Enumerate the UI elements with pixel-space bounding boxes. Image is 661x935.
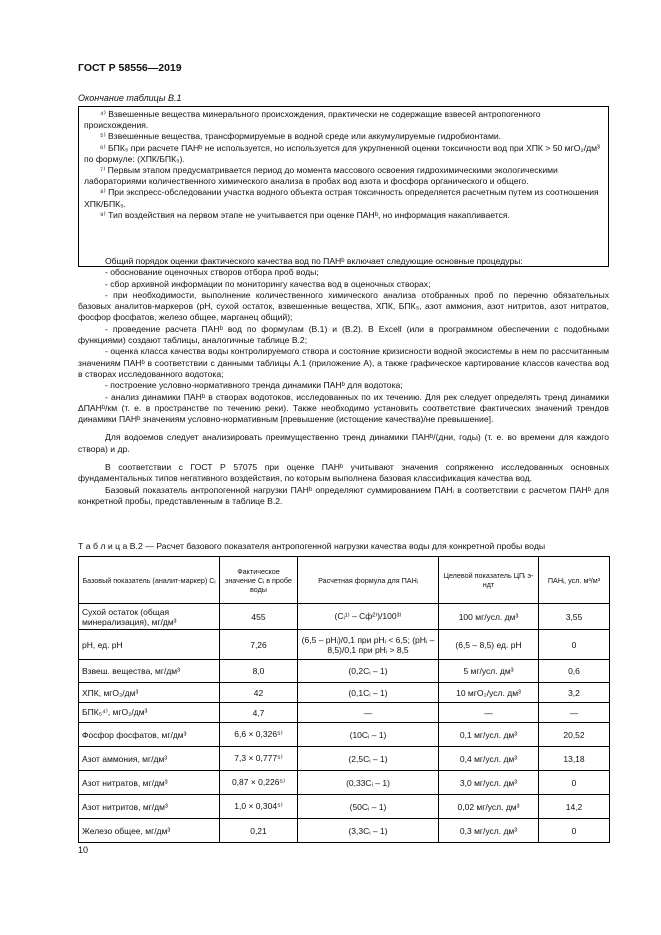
footnote-7: ⁷⁾ Первым этапом предусматривается период до момента массового освоения гидрохимическими экологическими лабораториями количественного химического анализа в пробах вод азота и фосфора органического и общего. bbox=[84, 165, 558, 187]
list-item: - оценка класса качества воды контролируемого створа и состояние кризисности водной экосистемы в нем по рассчитанным значениям ПАНᵇ в соответствии с данными таблицы А.1 (приложение А), а также графическое картирование классов качества вод в створах исследованного водотока; bbox=[78, 346, 609, 379]
cell-value: 42 bbox=[220, 683, 298, 703]
cell-value: 0,21 bbox=[220, 819, 298, 843]
header-target: Целевой показатель ЦПᵢ э-ндт bbox=[439, 557, 539, 604]
cell-formula: (Cᵢ¹⁾ – Cф²⁾)/100³⁾ bbox=[298, 604, 439, 630]
header-indicator: Базовый показатель (аналит-маркер) Cᵢ bbox=[79, 557, 220, 604]
table-row bbox=[79, 723, 610, 747]
header-formula: Расчетная формула для ПАНᵢ bbox=[298, 557, 439, 604]
table-caption: Т а б л и ц а В.2 — Расчет базового показателя антропогенной нагрузки качества воды для конкретной пробы воды bbox=[78, 541, 546, 551]
cell-indicator: Азот нитратов, мг/дм³ bbox=[79, 771, 220, 795]
cell-pan: 0 bbox=[539, 630, 610, 660]
footnote-4: ⁴⁾ Взвешенные вещества минерального происхождения, практически не содержащие взвесей антропогенного происхождения. bbox=[84, 109, 541, 131]
cell-indicator: Фосфор фосфатов, мг/дм³ bbox=[79, 723, 220, 747]
cell-value: 4,7 bbox=[220, 703, 298, 723]
cell-formula: — bbox=[298, 703, 439, 723]
cell-pan: 14,2 bbox=[539, 795, 610, 819]
list-item: - анализ динамики ПАНᵇ в створах водотоков, исследованных по их течению. Для рек следует определять тренд динамики ΔПАНᵇ/км (т. е. в пространстве по течению реки). Также необходимо установить соответствие фактических значений трендов динамики ПАНᵇ значениям условно-нормативным [превышение (истощение качества)/не превышение]. bbox=[78, 391, 609, 425]
cell-target: — bbox=[439, 703, 539, 723]
cell-target: 3,0 мг/усл. дм³ bbox=[439, 771, 539, 795]
header-actual-value: Фактическое значение Cᵢ в пробе воды bbox=[220, 557, 298, 604]
cell-indicator: Азот нитритов, мг/дм³ bbox=[79, 795, 220, 819]
cell-pan: 0,6 bbox=[539, 660, 610, 683]
footnote-5: ⁵⁾ Взвешенные вещества, трансформируемые в водной среде или аккумулируемые гидробионтами. bbox=[100, 131, 502, 142]
calculation-table bbox=[78, 556, 610, 843]
footnote-8: ⁸⁾ При экспресс-обследовании участка водного объекта острая токсичность определяется расчетным путем из соотношения ХПК/БПК₅. bbox=[84, 187, 599, 209]
paragraph: Общий порядок оценки фактического качества вод по ПАНᵇ включает следующие основные процедуры: bbox=[105, 256, 523, 266]
cell-pan: 0 bbox=[539, 771, 610, 795]
table-continuation-label: Окончание таблицы В.1 bbox=[78, 93, 182, 103]
table-row bbox=[79, 630, 610, 660]
cell-pan: 3,55 bbox=[539, 604, 610, 630]
cell-formula: (6,5 – рНᵢ)/0,1 при рНᵢ < 6,5; (рНᵢ – 8,5)/0,1 при рНᵢ > 8,5 bbox=[298, 630, 439, 660]
cell-formula: (50Cᵢ – 1) bbox=[298, 795, 439, 819]
cell-formula: (10Cᵢ – 1) bbox=[298, 723, 439, 747]
cell-indicator: Железо общее, мг/дм³ bbox=[79, 819, 220, 843]
table-row bbox=[79, 660, 610, 683]
table-row bbox=[79, 703, 610, 723]
cell-indicator: БПК₅⁴⁾, мгО₂/дм³ bbox=[79, 703, 220, 723]
cell-value: 7,26 bbox=[220, 630, 298, 660]
footnotes-box bbox=[78, 106, 609, 267]
cell-value: 1,0 × 0,304⁵⁾ bbox=[220, 795, 298, 819]
paragraph: Базовый показатель антропогенной нагрузки ПАНᵇ определяют суммированием ПАНᵢ в соответствии с расчетом ПАНᵇ для конкретной пробы, представленным в таблице В.2. bbox=[78, 484, 609, 506]
cell-pan: — bbox=[539, 703, 610, 723]
cell-formula: (0,33Cᵢ – 1) bbox=[298, 771, 439, 795]
cell-formula: (3,3Cᵢ – 1) bbox=[298, 819, 439, 843]
cell-target: 5 мг/усл. дм³ bbox=[439, 660, 539, 683]
cell-pan: 0 bbox=[539, 819, 610, 843]
cell-target: 100 мг/усл. дм³ bbox=[439, 604, 539, 630]
cell-indicator: ХПК, мгО₂/дм³ bbox=[79, 683, 220, 703]
header-pan: ПАНᵢ, усл. м³/м³ bbox=[539, 557, 610, 604]
table-header-row bbox=[79, 557, 610, 604]
footnote-9: ⁹⁾ Тип воздействия на первом этапе не учитывается при оценке ПАНᵇ, но информация накапливается. bbox=[100, 209, 510, 220]
cell-indicator: Азот аммония, мг/дм³ bbox=[79, 747, 220, 771]
page-number: 10 bbox=[78, 845, 89, 855]
table-row bbox=[79, 771, 610, 795]
list-item: - при необходимости, выполнение количественного химического анализа отобранных проб по перечню обязательных базовых аналитов-маркеров (рН, сухой остаток, взвешенные вещества, ХПК, БПК₅, азот аммония, азот нитритов, азот нитратов, фосфор фосфатов, железо общее, марганец общий); bbox=[78, 289, 609, 323]
table-row bbox=[79, 604, 610, 630]
list-item: - проведение расчета ПАНᵇ вод по формулам (В.1) и (В.2). В Excell (или в программном обеспечении с подобными функциями) создают таблицы, аналогичные таблице В.2; bbox=[78, 323, 609, 346]
cell-target: 0,3 мг/усл. дм³ bbox=[439, 819, 539, 843]
cell-formula: (0,2Cᵢ – 1) bbox=[298, 660, 439, 683]
cell-target: 0,4 мг/усл. дм³ bbox=[439, 747, 539, 771]
table-row bbox=[79, 795, 610, 819]
cell-target: 0,1 мг/усл. дм³ bbox=[439, 723, 539, 747]
paragraph: В соответствии с ГОСТ Р 57075 при оценке ПАНᵇ учитывают значения сопряженно исследованных основных фундаментальных типов негативного воздействия, по которым выполнена базовая классификация качества вод. bbox=[78, 462, 609, 484]
document-header: ГОСТ Р 58556—2019 bbox=[78, 62, 182, 74]
cell-formula: (0,1Cᵢ – 1) bbox=[298, 683, 439, 703]
cell-pan: 13,18 bbox=[539, 747, 610, 771]
list-item: - сбор архивной информации по мониторингу качества вод в оценочных створах; bbox=[105, 278, 431, 289]
cell-value: 6,6 × 0,326⁵⁾ bbox=[220, 723, 298, 747]
cell-pan: 20,52 bbox=[539, 723, 610, 747]
body-text bbox=[78, 256, 609, 507]
footnote-6: ⁶⁾ БПК₅ при расчете ПАНᵇ не используется, но используется для укрупненной оценки токсичности вод при ХПК > 50 мгО₂/дм³ по формуле: (ХПК/БПК₅). bbox=[84, 142, 600, 164]
table-row bbox=[79, 683, 610, 703]
paragraph: Для водоемов следует анализировать преимущественно тренд динамики ПАНᵇ/(дни, годы) (т. е. во времени для каждого створа) и др. bbox=[78, 432, 609, 454]
cell-target: 0,02 мг/усл. дм³ bbox=[439, 795, 539, 819]
cell-indicator: Взвеш. вещества, мг/дм³ bbox=[79, 660, 220, 683]
cell-target: 10 мгО₂/усл. дм³ bbox=[439, 683, 539, 703]
list-item: - построение условно-нормативного тренда динамики ПАНᵇ для водотока; bbox=[105, 380, 403, 391]
list-item: - обоснование оценочных створов отбора проб воды; bbox=[105, 267, 319, 278]
cell-value: 7,3 × 0,777⁵⁾ bbox=[220, 747, 298, 771]
table-row bbox=[79, 747, 610, 771]
cell-indicator: Сухой остаток (общая минерализация), мг/дм³ bbox=[79, 604, 220, 630]
cell-value: 8,0 bbox=[220, 660, 298, 683]
cell-value: 455 bbox=[220, 604, 298, 630]
cell-formula: (2,5Cᵢ – 1) bbox=[298, 747, 439, 771]
cell-pan: 3,2 bbox=[539, 683, 610, 703]
cell-value: 0,87 × 0,226⁵⁾ bbox=[220, 771, 298, 795]
cell-indicator: рН, ед. рН bbox=[79, 630, 220, 660]
table-row bbox=[79, 819, 610, 843]
cell-target: (6,5 – 8,5) ед. рН bbox=[439, 630, 539, 660]
